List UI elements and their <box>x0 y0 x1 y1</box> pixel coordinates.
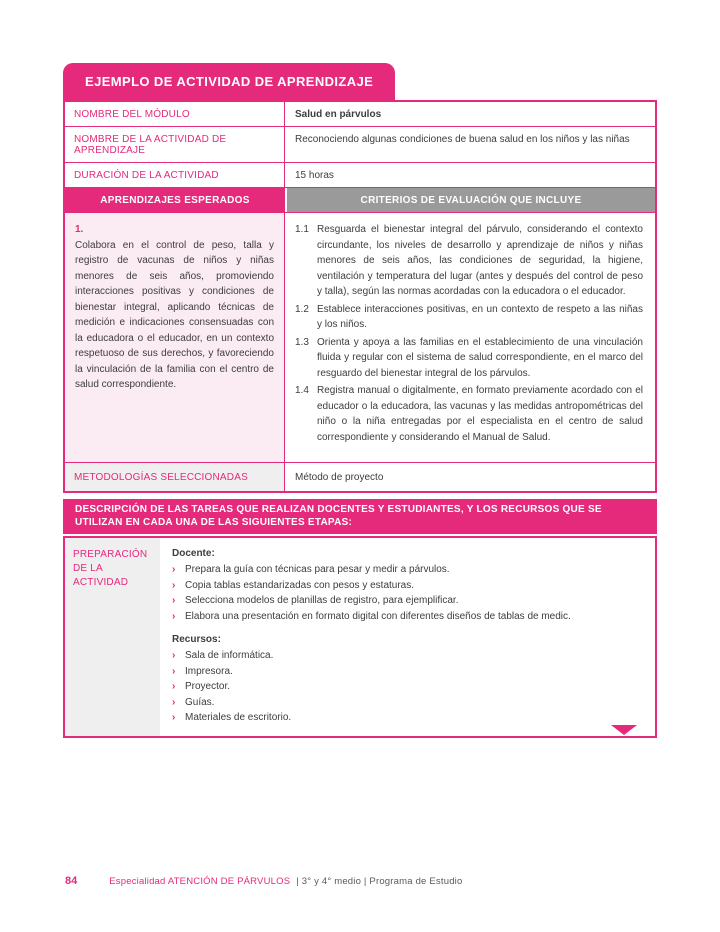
criterion-text: Orienta y apoya a las familias en el establecimiento de una vinculación fluida y regular con el sistema de salud correspondiente, en el marco del resguardo del bienestar integral de los párvulos. <box>317 336 643 379</box>
footer-program-info: | 3° y 4° medio | Programa de Estudio <box>296 876 463 887</box>
outcome-text: Colabora en el control de peso, talla y registro de vacunas de niños y niñas menores de seis años, promoviendo interacciones positivas y condiciones de bienestar integral, aplicando técnicas de medición e indicaciones consensuadas con la educadora o el educador, en un contexto respetuoso de sus derechos, y favoreciendo la vinculación de la familia con el centro de salud correspondiente. <box>75 239 274 390</box>
bullet-icon: › <box>172 712 176 723</box>
criterion-number: 1.3 <box>295 336 309 348</box>
list-item <box>172 609 641 625</box>
bullet-icon: › <box>172 610 176 622</box>
list-item <box>172 578 641 594</box>
page-title: EJEMPLO DE ACTIVIDAD DE APRENDIZAJE <box>63 63 395 100</box>
document-page <box>63 63 657 738</box>
docente-heading: Docente: <box>172 548 215 559</box>
criterion-number: 1.2 <box>295 303 309 315</box>
bullet-icon: › <box>172 681 176 692</box>
criterion-number: 1.1 <box>295 224 309 235</box>
tasks-description-banner: DESCRIPCIÓN DE LAS TAREAS QUE REALIZAN DOCENTES Y ESTUDIANTES, Y LOS RECURSOS QUE SE UTILIZAN EN CADA UNA DE LAS SIGUIENTES ETAPAS: <box>63 499 657 534</box>
list-item-text: Elabora una presentación en formato digital con diferentes diseños de tablas de medic. <box>185 610 571 622</box>
recursos-heading: Recursos: <box>172 634 221 645</box>
outcome-number: 1. <box>75 224 84 235</box>
list-item <box>172 664 641 680</box>
activity-name-value: Reconociendo algunas condiciones de buena salud en los niños y las niñas <box>295 134 630 145</box>
learning-outcome-cell <box>65 213 285 462</box>
duration-value: 15 horas <box>295 170 334 181</box>
list-item <box>172 562 641 578</box>
activity-name-label: NOMBRE DE LA ACTIVIDAD DE APRENDIZAJE <box>65 127 285 162</box>
bullet-icon: › <box>172 665 176 677</box>
list-item-text: Sala de informática. <box>185 650 274 661</box>
bullet-icon: › <box>172 650 176 661</box>
criterion-text: Resguarda el bienestar integral del párvulo, considerando el contexto circundante, los niveles de desarrollo y aprendizaje de niños y niñas menores de seis años, las condiciones de seguridad, la higiene, ventilación y temperatura del lugar (antes y después del control de peso y talla), según las normas acordadas con la educadora o el educador. <box>317 224 643 297</box>
bullet-icon: › <box>172 696 176 708</box>
criterion-item <box>295 383 643 445</box>
list-item-text: Proyector. <box>185 681 231 692</box>
column-header-row <box>65 188 655 213</box>
page-number: 84 <box>65 875 78 887</box>
footer-specialty: Especialidad ATENCIÓN DE PÁRVULOS <box>109 876 291 887</box>
criterion-text: Establece interacciones positivas, en un contexto de respeto a las niñas y los niños. <box>317 303 643 330</box>
list-item <box>172 648 641 664</box>
bullet-icon: › <box>172 564 176 575</box>
module-name-value: Salud en párvulos <box>295 109 382 120</box>
list-item-text: Guías. <box>185 696 215 708</box>
list-item <box>172 679 641 695</box>
table-row <box>65 127 655 163</box>
list-item <box>172 710 641 726</box>
page-footer <box>65 875 659 887</box>
methodology-value: Método de proyecto <box>295 472 384 483</box>
list-item-text: Materiales de escritorio. <box>185 712 292 723</box>
continuation-arrow-icon <box>611 725 637 735</box>
table-row <box>65 163 655 188</box>
stage-label: PREPARACIÓN DE LA ACTIVIDAD <box>65 538 160 736</box>
list-item-text: Prepara la guía con técnicas para pesar y medir a párvulos. <box>185 564 450 575</box>
list-item-text: Impresora. <box>185 665 233 677</box>
stage-content <box>160 538 655 736</box>
outcome-criteria-row <box>65 213 655 463</box>
criterion-number: 1.4 <box>295 385 309 396</box>
methodology-label: METODOLOGÍAS SELECCIONADAS <box>65 463 285 491</box>
criterion-text: Registra manual o digitalmente, en formato previamente acordado con el educador o la educadora, las vacunas y las medidas antropométricas del niño o la niña entregadas por el especialista en el centro de salud correspondiente y considerando el Manual de Salud. <box>317 385 643 443</box>
activity-table <box>63 100 657 493</box>
methodology-row <box>65 463 655 491</box>
preparation-section <box>63 536 657 738</box>
criterion-item <box>295 335 643 382</box>
duration-label: DURACIÓN DE LA ACTIVIDAD <box>65 163 285 187</box>
expected-learning-header: APRENDIZAJES ESPERADOS <box>65 188 285 212</box>
list-item-text: Copia tablas estandarizadas con pesos y estaturas. <box>185 579 415 591</box>
table-row <box>65 102 655 127</box>
criterion-item <box>295 302 643 333</box>
bullet-icon: › <box>172 595 176 606</box>
list-item <box>172 695 641 711</box>
criterion-item <box>295 222 643 300</box>
bullet-icon: › <box>172 579 176 591</box>
list-item <box>172 593 641 609</box>
list-item-text: Selecciona modelos de planillas de registro, para ejemplificar. <box>185 595 459 606</box>
module-name-label: NOMBRE DEL MÓDULO <box>65 102 285 126</box>
evaluation-criteria-header: CRITERIOS DE EVALUACIÓN QUE INCLUYE <box>287 188 655 212</box>
criteria-list <box>285 213 655 462</box>
